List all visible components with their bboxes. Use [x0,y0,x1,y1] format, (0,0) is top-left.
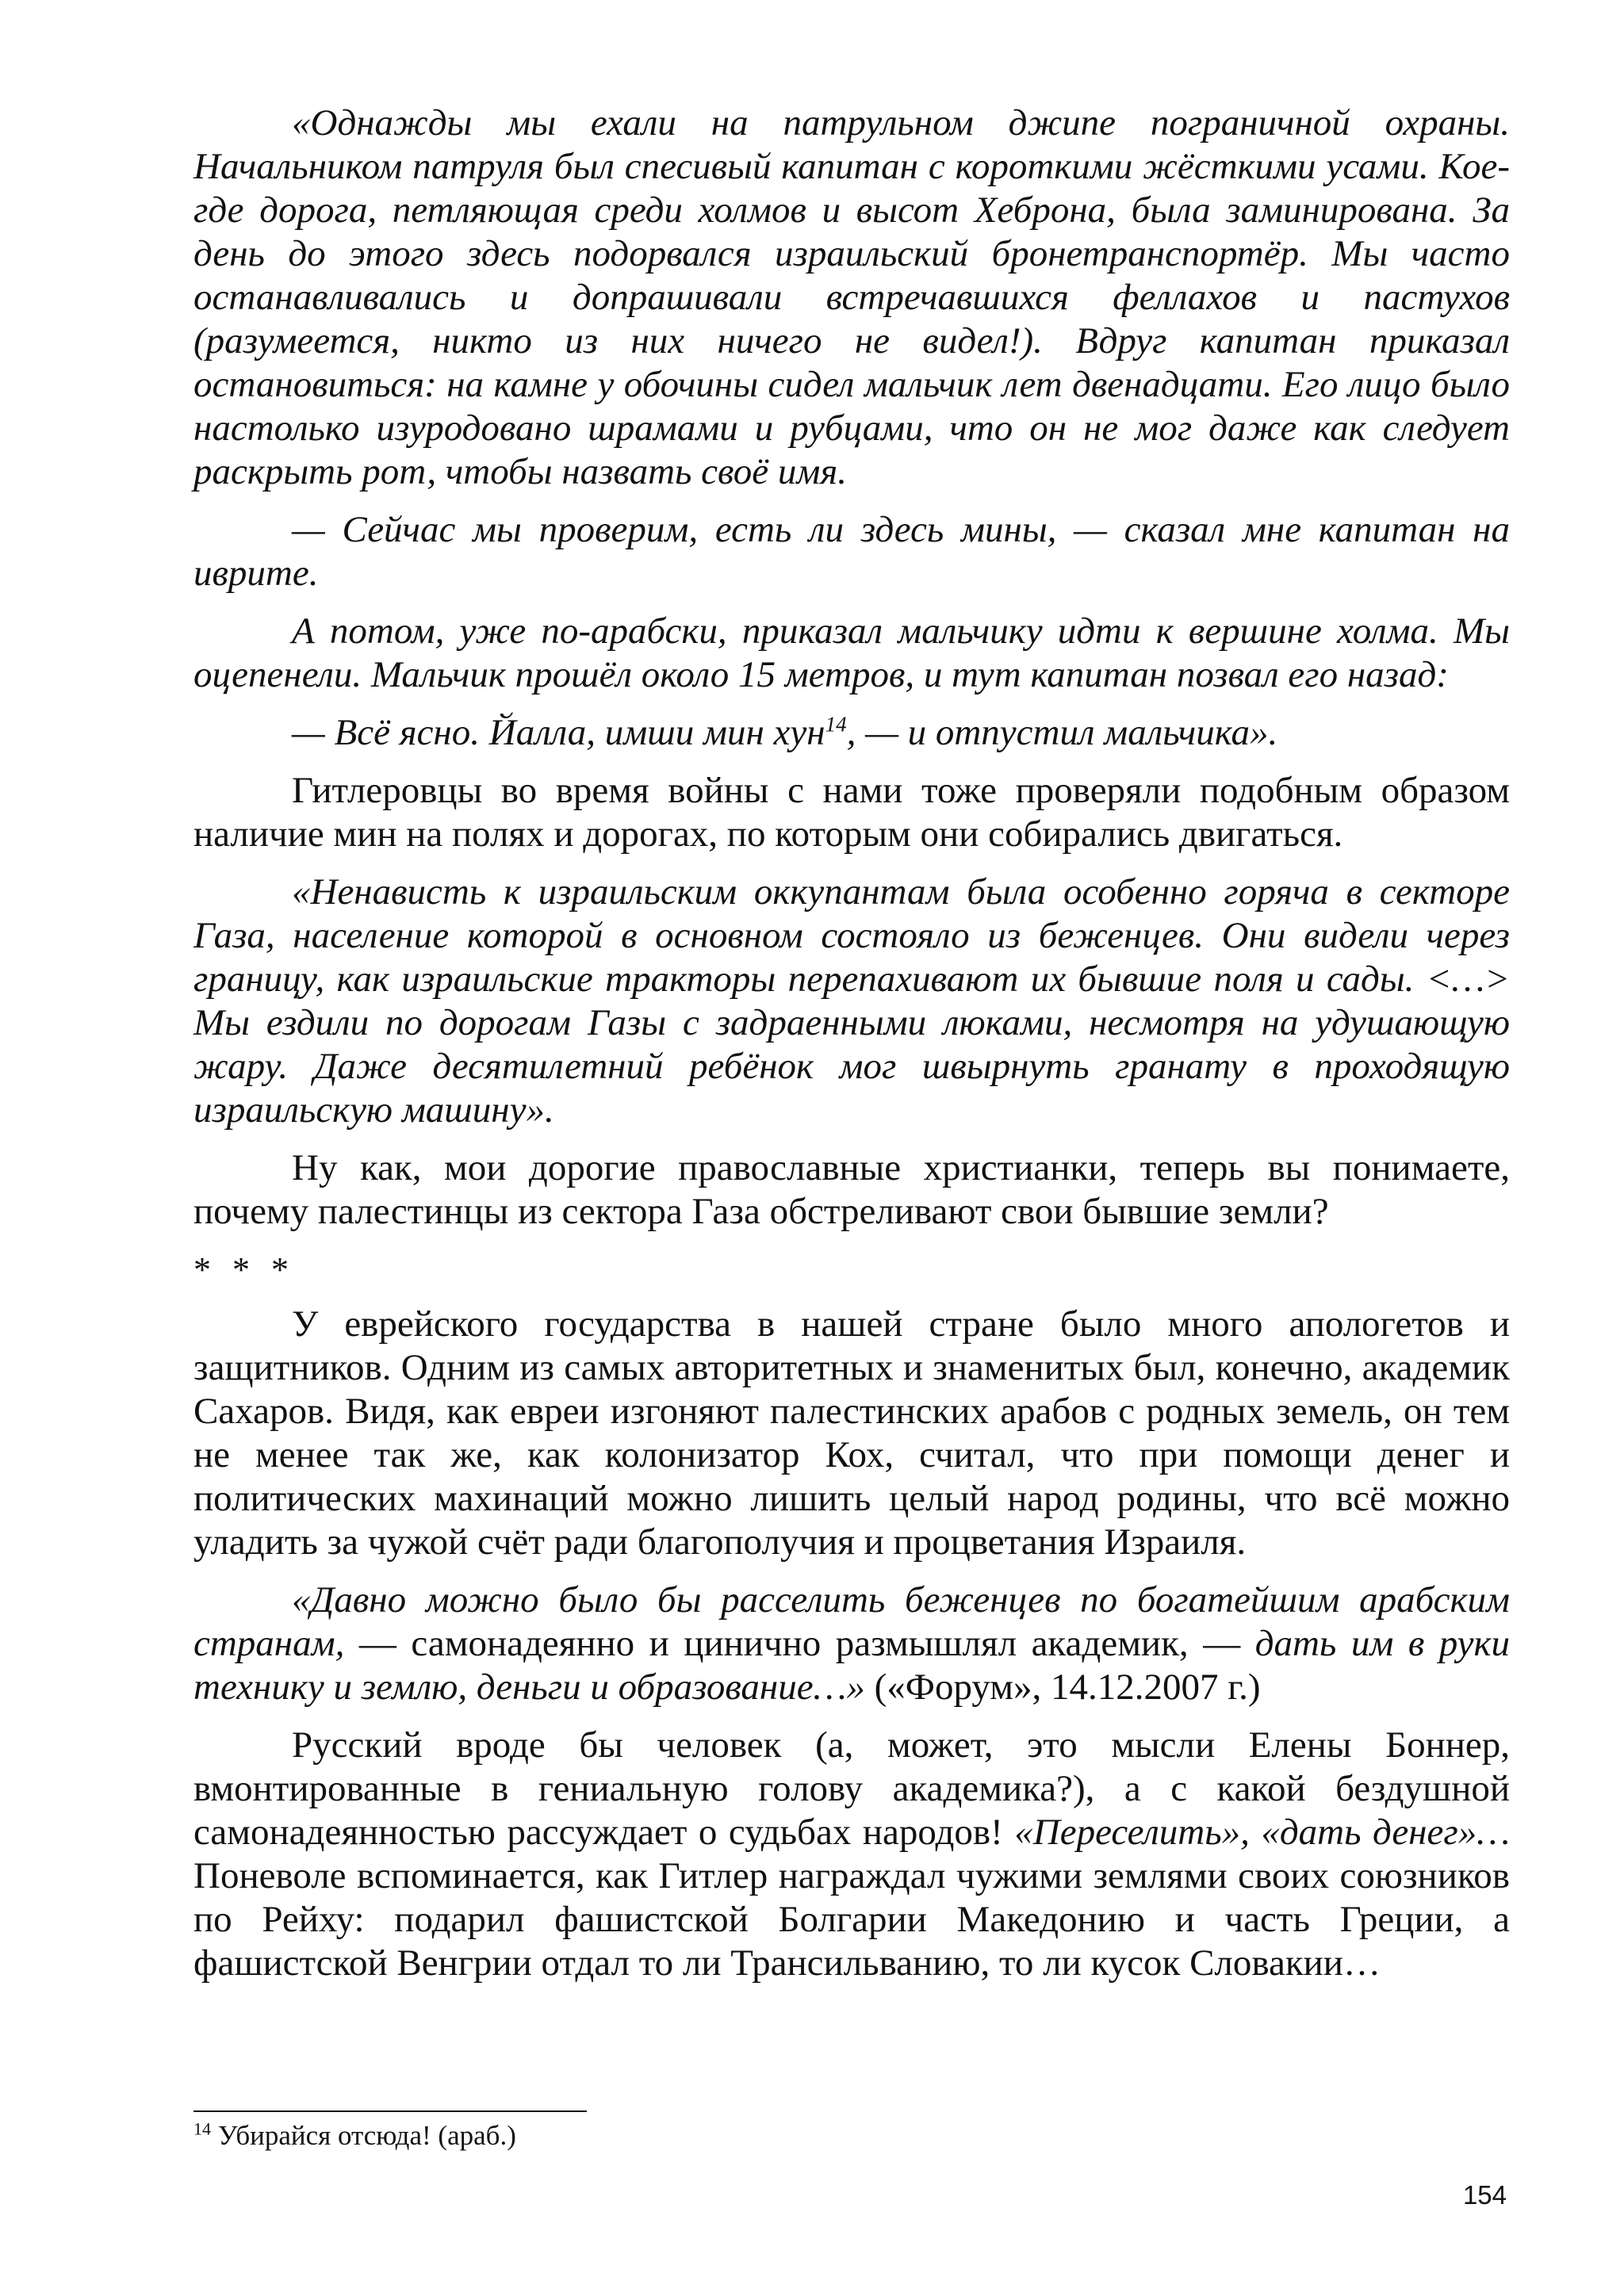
paragraph-nazis: Гитлеровцы во время войны с нами тоже проверяли подобным образом наличие мин на полях и дорогах, по которым они собирались двигаться. [193,770,1510,855]
paragraph-sakharov: У еврейского государства в нашей стране было много апологетов и защитников. Одним из самых авторитетных и знаменитых был, конечно, академик Сахаров. Видя, как евреи изгоняют палестинских арабов с родных земель, он тем не менее так же, как колонизатор Кох, считал, что при помощи денег и политических махинаций можно лишить целый народ родины, что всё можно уладить за чужой счёт ради благополучия и процветания Израиля. [193,1303,1510,1563]
paragraph-captain-speech: — Сейчас мы проверим, есть ли здесь мины, — сказал мне капитан на иврите. [193,509,1510,594]
russian-quote: «Переселить», «дать денег»… [1014,1812,1510,1853]
quote-part-1: «Давно можно было бы расселить беженцев по богатейшим арабским странам, [193,1579,1510,1664]
all-clear-text: — Всё ясно. Йалла, имши мин хун [292,712,825,753]
all-clear-text-end: , — и отпустил мальчика». [846,712,1278,753]
page-number: 154 [1462,2180,1507,2210]
footnote-ref: 14 [825,712,847,737]
paragraph-quote-patrol: «Однажды мы ехали на патрульном джипе пограничной охраны. Начальником патруля был спесивый капитан с короткими жёсткими усами. Кое-где дорога, петляющая среди холмов и высот Хеброна, была заминирована. За день до этого здесь подорвался израильский бронетранспортёр. Мы часто останавливались и допрашивали встречавшихся феллахов и пастухов (разумеется, никто из них ничего не видел!). Вдруг капитан приказал остановиться: на камне у обочины сидел мальчик лет двенадцати. Его лицо было настолько изуродовано шрамами и рубцами, что он не мог даже как следует раскрыть рот, чтобы назвать своё имя. [193,102,1510,492]
footnote [193,2120,516,2152]
paragraph-all-clear [193,711,1510,755]
paragraph-quote-gaza: «Ненависть к израильским оккупантам была особенно горяча в секторе Газа, население которой в основном состояло из беженцев. Они видели через границу, как израильские тракторы перепахивают их бывшие поля и сады. <…> Мы ездили по дорогам Газы с задраенными люками, несмотря на удушающую жару. Даже десятилетний ребёнок мог швырнуть гранату в проходящую израильскую машину». [193,871,1510,1131]
quote-source: («Форум», 14.12.2007 г.) [864,1667,1261,1708]
russian-text-1: Русский вроде бы человек (а, может, это мысли Елены Боннер, вмонтированные в гениальную голову академика?), а с какой бездушной самонадеянностью рассуждает о судьбах народов! [193,1724,1510,1853]
paragraph-russian-man [193,1724,1510,1985]
footnote-number: 14 [193,2118,211,2139]
section-separator: * * * [193,1250,295,1289]
paragraph-question: Ну как, мои дорогие православные христианки, теперь вы понимаете, почему палестинцы из сектора Газа обстреливают свои бывшие земли? [193,1147,1510,1232]
quote-part-2: дать им в руки технику и землю, деньги и образование…» [193,1623,1510,1708]
paragraph-boy-walks: А потом, уже по-арабски, приказал мальчику идти к вершине холма. Мы оцепенели. Мальчик прошёл около 15 метров, и тут капитан позвал его назад: [193,610,1510,695]
russian-text-2: Поневоле вспоминается, как Гитлер награждал чужими землями своих союзников по Рейху: подарил фашистской Болгарии Македонию и часть Греции, а фашистской Венгрии отдал то ли Трансильванию, то ли кусок Словакии… [193,1855,1510,1984]
footnote-divider [193,2110,587,2112]
paragraph-sakharov-quote [193,1578,1510,1709]
quote-aside: — самонадеянно и цинично размышлял академик, — [344,1623,1255,1664]
body-text [193,101,1510,1999]
footnote-text: Убирайся отсюда! (араб.) [211,2120,516,2151]
